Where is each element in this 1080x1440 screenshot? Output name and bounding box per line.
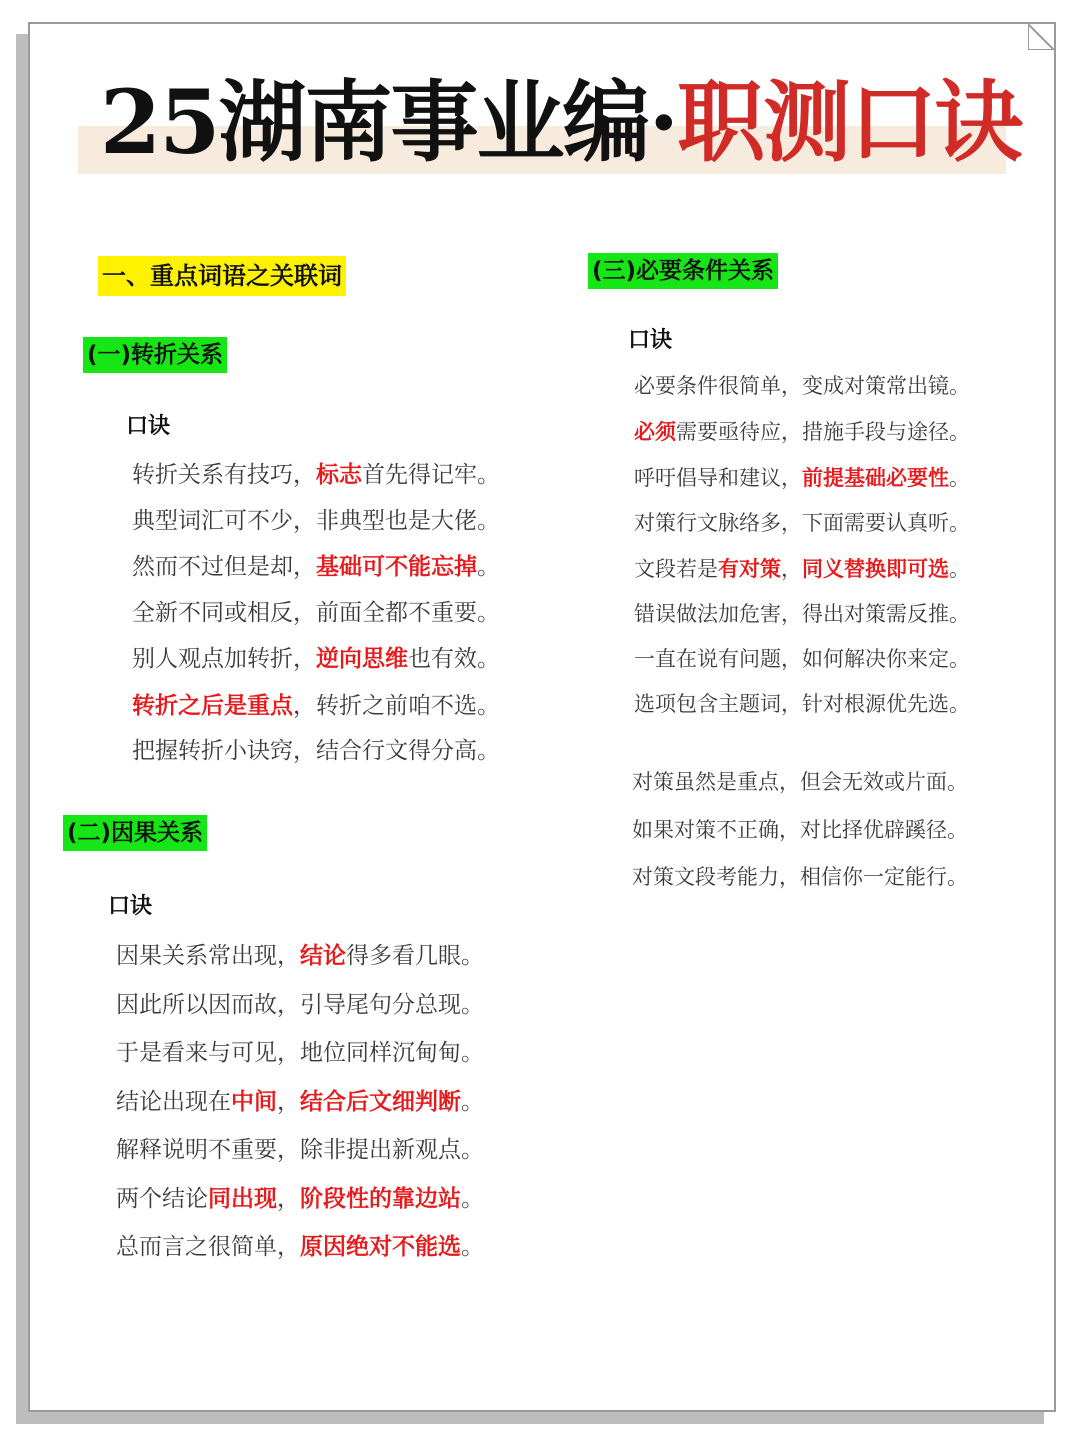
mnemonic-line <box>632 759 968 807</box>
line-text: 全新不同或相反，前面全都不重要。 <box>132 599 500 626</box>
title-accent: 职测口诀 <box>677 70 1022 174</box>
highlighted-phrase: 转折之后是重点 <box>132 691 293 719</box>
line-text: 如果对策不正确，对比择优辟蹊径。 <box>632 817 968 842</box>
mnemonic-line <box>116 1175 484 1224</box>
highlighted-phrase: 必须 <box>634 419 676 444</box>
line-text: 解释说明不重要，除非提出新观点。 <box>116 1137 484 1163</box>
mnemonic-line <box>132 452 500 499</box>
mnemonic-line <box>116 1223 484 1272</box>
koujue-label-2: 口诀 <box>108 894 153 919</box>
mnemonic-line <box>132 499 500 545</box>
line-text: 总而言之很简单， <box>116 1234 300 1260</box>
mnemonic-line <box>634 637 970 682</box>
mnemonic-line <box>132 729 500 775</box>
highlighted-phrase: 基础可不能忘掉 <box>316 553 477 580</box>
mnemonic-line <box>116 932 484 981</box>
line-text: 于是看来与可见，地位同样沉甸甸。 <box>116 1040 484 1066</box>
highlighted-phrase: 同义替换即可选 <box>802 556 949 581</box>
line-text: 因此所以因而故，引导尾句分总现。 <box>116 991 484 1018</box>
koujue-label-1: 口诀 <box>126 414 171 439</box>
line-text: 呼吁倡导和建议， <box>634 466 802 490</box>
mnemonic-list-necessary-condition-extra <box>632 759 968 902</box>
mnemonic-line <box>634 364 970 409</box>
mnemonic-line <box>634 682 970 727</box>
mnemonic-line <box>632 807 968 855</box>
subheading-causation: (二)因果关系 <box>63 815 207 851</box>
line-text: 对策行文脉络多，下面需要认真听。 <box>634 511 970 535</box>
mnemonic-line <box>116 981 484 1030</box>
highlighted-phrase: 结合后文细判断 <box>300 1087 461 1115</box>
line-text: 典型词汇可不少，非典型也是大佬。 <box>132 507 500 534</box>
highlighted-phrase: 有对策 <box>718 556 781 581</box>
mnemonic-line <box>634 455 970 501</box>
line-text: 。 <box>461 1185 484 1212</box>
page-corner-fold-icon <box>1028 24 1054 50</box>
line-text: 一直在说有问题，如何解决你来定。 <box>634 647 970 671</box>
line-text: 然而不过但是却， <box>132 554 316 580</box>
mnemonic-line <box>632 854 968 902</box>
mnemonic-line <box>132 683 500 730</box>
highlighted-phrase: 前提基础必要性 <box>802 465 949 490</box>
highlighted-phrase: 阶段性的靠边站 <box>300 1184 461 1212</box>
mnemonic-list-necessary-condition <box>634 364 970 727</box>
title-main: 25湖南事业编· <box>100 70 678 174</box>
line-text: 转折关系有技巧， <box>132 462 316 488</box>
line-text: 两个结论 <box>116 1185 208 1212</box>
mnemonic-line <box>132 636 500 683</box>
line-text: 结论出现在 <box>116 1088 231 1115</box>
line-text: ， <box>277 1088 300 1115</box>
line-text: 需要亟待应，措施手段与途径。 <box>676 420 970 444</box>
mnemonic-line <box>634 546 970 592</box>
line-text: 必要条件很简单，变成对策常出镜。 <box>634 374 970 398</box>
line-text: 。 <box>477 554 500 580</box>
line-text: 别人观点加转折， <box>132 646 316 672</box>
mnemonic-line <box>116 1078 484 1127</box>
line-text: 把握转折小诀窍，结合行文得分高。 <box>132 738 500 764</box>
mnemonic-line <box>634 501 970 546</box>
highlighted-phrase: 中间 <box>231 1087 277 1115</box>
page-title <box>100 72 1021 172</box>
line-text: 得多看几眼。 <box>346 943 484 969</box>
line-text: 错误做法加危害，得出对策需反推。 <box>634 602 970 626</box>
line-text: 对策虽然是重点，但会无效或片面。 <box>632 770 968 794</box>
line-text: 也有效。 <box>408 646 500 672</box>
section-heading-conjunctions: 一、重点词语之关联词 <box>98 256 346 296</box>
subheading-necessary-condition: (三)必要条件关系 <box>588 253 778 289</box>
mnemonic-line <box>132 544 500 591</box>
line-text: 选项包含主题词，针对根源优先选。 <box>634 692 970 716</box>
highlighted-phrase: 同出现 <box>208 1184 277 1212</box>
line-text: 。 <box>461 1088 484 1115</box>
highlighted-phrase: 逆向思维 <box>316 645 408 672</box>
line-text: 因果关系常出现， <box>116 943 300 969</box>
line-text: ，转折之前咱不选。 <box>293 692 500 719</box>
mnemonic-line <box>132 591 500 637</box>
mnemonic-line <box>116 1029 484 1078</box>
highlighted-phrase: 标志 <box>316 461 362 488</box>
line-text: ， <box>277 1185 300 1212</box>
line-text: ， <box>781 557 802 581</box>
mnemonic-line <box>634 592 970 637</box>
highlighted-phrase: 结论 <box>300 942 346 969</box>
mnemonic-line <box>634 409 970 455</box>
line-text: 。 <box>949 557 970 581</box>
line-text: 。 <box>949 466 970 490</box>
line-text: 首先得记牢。 <box>362 462 500 488</box>
line-text: 文段若是 <box>634 557 718 581</box>
mnemonic-list-causation <box>116 932 484 1272</box>
line-text: 。 <box>461 1234 484 1260</box>
highlighted-phrase: 原因绝对不能选 <box>300 1233 461 1260</box>
line-text: 对策文段考能力，相信你一定能行。 <box>632 865 968 889</box>
koujue-label-3: 口诀 <box>628 328 673 353</box>
mnemonic-list-transition <box>132 452 500 775</box>
mnemonic-line <box>116 1126 484 1175</box>
subheading-transition: (一)转折关系 <box>83 337 227 373</box>
